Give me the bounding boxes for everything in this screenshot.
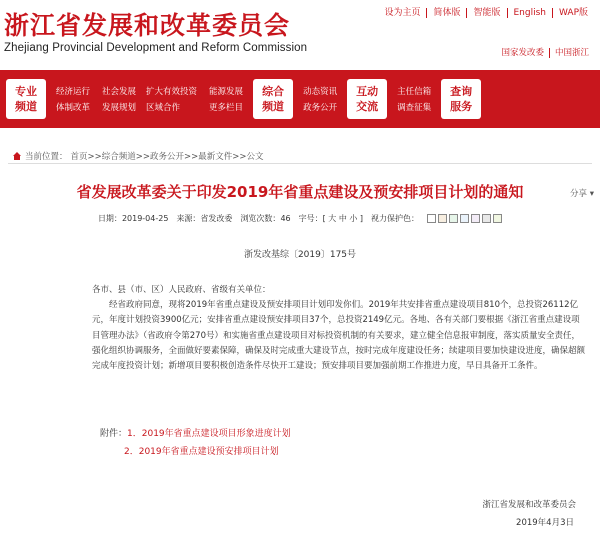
nav-interaction-channel[interactable] (347, 79, 387, 119)
site-logo-en: Zhejiang Provincial Development and Reform Commission (4, 42, 308, 54)
sign-date: 2019年4月3日 (516, 518, 574, 528)
attachment-link-2[interactable]: 2．2019年省重点建设预安排项目计划 (124, 447, 279, 457)
wap-link[interactable]: WAP版 (552, 8, 594, 18)
nav-box-label: 交流 (356, 100, 379, 113)
nav-item-reform[interactable]: 体制改革 (56, 103, 91, 113)
share-button[interactable]: 分享 ▾ (570, 189, 594, 199)
sub-links (496, 48, 594, 58)
nav-group-professional-2 (146, 85, 253, 113)
nav-item-energy[interactable]: 能源发展 (209, 87, 244, 97)
simplified-link[interactable]: 简体版 (426, 8, 466, 18)
swatch-lime[interactable] (493, 214, 502, 223)
nav-item-director-mailbox[interactable]: 主任信箱 (397, 87, 432, 97)
nav-group-general (293, 85, 347, 113)
english-link[interactable]: English (507, 8, 553, 18)
share-label: 分享 (570, 189, 588, 199)
nav-box-label: 互动 (356, 85, 379, 98)
nav-group-professional (46, 85, 146, 113)
meta-vision-label: 视力保护色： (371, 214, 420, 223)
nav-item-social[interactable]: 社会发展 (102, 87, 137, 97)
breadcrumb-path[interactable]: 首页>>综合频道>>政务公开>>最新文件>>公文 (70, 152, 264, 162)
swatch-gray[interactable] (482, 214, 491, 223)
nav-item-investment[interactable]: 扩大有效投资 (146, 87, 198, 97)
nav-box-label: 查询 (450, 85, 473, 98)
nav-item-more[interactable]: 更多栏目 (209, 103, 244, 113)
article-meta (0, 213, 600, 224)
divider (8, 163, 592, 164)
nav-item-economy[interactable]: 经济运行 (56, 87, 91, 97)
nav-professional-channel[interactable] (6, 79, 46, 119)
nav-group-interaction (387, 85, 441, 113)
china-zhejiang-link[interactable]: 中国浙江 (549, 48, 594, 58)
nav-box-label: 频道 (15, 100, 37, 113)
nav-item-gov-info[interactable]: 政务公开 (303, 103, 338, 113)
nav-box-label: 频道 (262, 100, 285, 113)
ndrc-link[interactable]: 国家发改委 (501, 48, 544, 58)
nav-general-channel[interactable] (253, 79, 293, 119)
vision-color-swatches (427, 214, 502, 223)
site-logo-cn[interactable]: 浙江省发展和改革委员会 (4, 11, 291, 40)
nav-query-service[interactable] (441, 79, 481, 119)
top-links (378, 8, 594, 18)
swatch-blue[interactable] (460, 214, 469, 223)
swatch-white[interactable] (427, 214, 436, 223)
attachments-label: 附件： (100, 429, 128, 439)
meta-font-size: 字号：[ 大 中 小 ] (298, 214, 364, 223)
swatch-purple[interactable] (471, 214, 480, 223)
nav-item-regional[interactable]: 区域合作 (146, 103, 181, 113)
breadcrumb-label: 当前位置： (25, 152, 68, 162)
set-homepage-link[interactable]: 设为主页 (384, 8, 421, 18)
nav-item-news[interactable]: 动态资讯 (303, 87, 338, 97)
document-number: 浙发改基综〔2019〕175号 (243, 250, 357, 260)
signature: 浙江省发展和改革委员会 (482, 500, 576, 510)
meta-views: 浏览次数：46 (240, 214, 291, 223)
attachment-link-1[interactable]: 1．2019年省重点建设项目形象进度计划 (127, 429, 291, 439)
article-body: 经省政府同意，现将2019年省重点建设及预安排项目计划印发你们。2019年共安排省重点建设项目810个，总投资26112亿元，年度计划投资3900亿元；安排省重点建设预安排项目37个，总投资2149亿元。各地、各有关部门要根据《浙江省重点建设项目管理办法》（省政府令第270号）和实施省重点建设项目对标投资机制的有关要求，建立健全信息报审制度，落实质量安全责任，强化组织协调服务，全面做好要素保障，确保及时完成重大建设节点，按时完成年度建设任务；续建项目要加快建设进度，确保超额完成年度投资计划；新增项目要积极创造条件尽快开工建设；预安排项目要加强前期工作推进力度，早日具备开工条件。 (92, 300, 586, 372)
meta-date: 日期：2019-04-25 (97, 214, 169, 223)
swatch-beige[interactable] (438, 214, 447, 223)
nav-box-label: 综合 (262, 85, 285, 98)
nav-item-survey[interactable]: 调查征集 (397, 103, 432, 113)
article-title: 省发展改革委关于印发2019年省重点建设及预安排项目计划的通知 (76, 183, 524, 201)
nav-box-label: 服务 (450, 100, 473, 113)
nav-item-planning[interactable]: 发展规划 (102, 103, 137, 113)
attachments (100, 426, 291, 439)
site-header (0, 0, 600, 66)
meta-source: 来源：省发改委 (176, 214, 233, 223)
font-size-selector[interactable]: [ 大 中 小 ] (322, 214, 364, 223)
main-nav (0, 70, 600, 128)
swatch-green[interactable] (449, 214, 458, 223)
home-icon (12, 151, 22, 161)
recipients: 各市、县（市、区）人民政府、省级有关单位： (92, 285, 271, 295)
nav-box-label: 专业 (15, 85, 37, 98)
smart-version-link[interactable]: 智能版 (466, 8, 506, 18)
breadcrumb (12, 150, 264, 162)
